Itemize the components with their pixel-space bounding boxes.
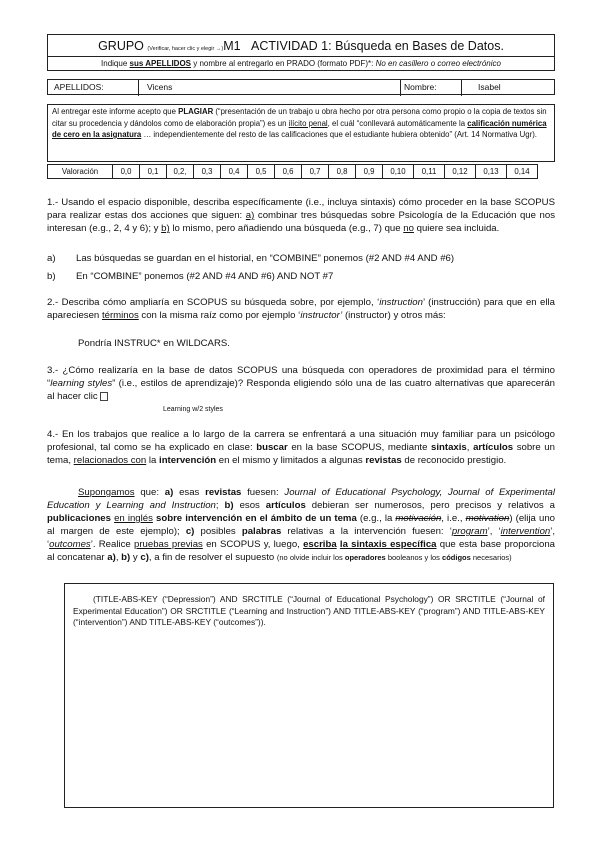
q4-p2e: revistas [205, 487, 242, 498]
name-row [47, 79, 555, 95]
q2-f: instructor’ [300, 310, 343, 321]
nombre-label: Nombre: [400, 80, 460, 96]
activity-title: Búsqueda en Bases de Datos. [335, 39, 504, 53]
q1-ans-b-label: b) [47, 271, 56, 282]
valoracion-cell[interactable]: 0,8 [329, 164, 356, 179]
q4-p1m: de reconocido prestigio. [404, 455, 507, 466]
q4-p2ah: la sintaxis específica [339, 539, 437, 550]
q4-p1: 4.- En los trabajos que realice a lo largo de la carrera se enfrentará a una situación muy familiar para un psicólogo profesional, tal como se ha explicado en clase: [47, 429, 555, 453]
q4-p2h: ; [215, 500, 219, 511]
question-1 [47, 196, 555, 235]
q4-note [277, 553, 512, 562]
valoracion-cell[interactable]: 0,7 [302, 164, 329, 179]
q4-p2q: motivación [395, 513, 442, 524]
dropdown-icon[interactable] [100, 392, 108, 401]
q1-d: b) [161, 223, 170, 234]
q4-p1e: , [466, 442, 470, 453]
warn-c: (“presentación de un trabajo u obra hecho por otra persona como propio o la copia de textos sin citar su procedencia y dándolos como de elaboración propia”) es un [52, 107, 547, 128]
valoracion-cell[interactable]: 0,1 [140, 164, 167, 179]
q1-f: no [403, 223, 414, 234]
q2-b: instruction [379, 297, 423, 308]
q4-p2ak: , [115, 552, 119, 563]
valoracion-cell[interactable]: 0,6 [275, 164, 302, 179]
warn-a: Al entregar este informe acepto que [52, 107, 176, 116]
q3-answer: Learning w/2 styles [163, 406, 223, 413]
q4-p2y: program [451, 526, 488, 537]
valoracion-cell[interactable]: 0,2, [167, 164, 194, 179]
q4-p2ao: , a fin de resolver el supuesto [148, 552, 275, 563]
q4-p2an: c) [140, 552, 149, 563]
q4-p2j: esos [239, 500, 260, 511]
grupo-label: GRUPO [98, 39, 144, 53]
q4-p2f: fuesen: [247, 487, 279, 498]
q4-p2aq: operadores [344, 553, 386, 562]
plagiarism-warning [47, 104, 555, 162]
valoracion-cell[interactable]: 0,4 [221, 164, 248, 179]
q4-p2l: debieran ser numerosos, pero precisos y relativos a [311, 500, 556, 511]
q4-p1d: sintaxis [431, 442, 467, 453]
valoracion-cell[interactable]: 0,3 [194, 164, 221, 179]
q4-p2as: códigos [442, 553, 471, 562]
q1-b: a) [245, 210, 255, 221]
instr-text-2: sus APELLIDOS [129, 59, 192, 68]
apellidos-label: APELLIDOS: [54, 82, 104, 92]
q4-p2ai: que esta base proporciona al concatenar [47, 539, 556, 563]
q4-p2d: esas [179, 487, 200, 498]
nombre-value: Isabel [478, 82, 501, 92]
q4-p2aj: a) [107, 552, 116, 563]
q1-ans-a-label: a) [47, 253, 56, 264]
q4-p2m: publicaciones [47, 513, 111, 524]
q4-p2at: necesarios) [472, 553, 512, 562]
q2-answer: Pondría INSTRUC* en WILDCARS. [78, 338, 230, 349]
q1-answer-a [47, 252, 555, 265]
q4-p1j: intervención [159, 455, 217, 466]
instr-text-4: No en casillero o correo electrónico [375, 59, 501, 68]
warn-e: , el cuál “conllevará automáticamente la [327, 118, 466, 128]
valoracion-cell[interactable]: 0,11 [414, 164, 445, 179]
q4-p2am: y [132, 552, 138, 563]
q4-p2w: palabras [241, 526, 282, 537]
q4-p2aa: intervention [500, 526, 551, 537]
warn-b: PLAGIAR [178, 107, 214, 116]
q4-p2i: b) [224, 500, 234, 511]
q2-c: ’ (instrucción) para que en ella apareciesen [47, 297, 555, 321]
valoracion-cell[interactable]: 0,14 [507, 164, 538, 179]
instruction-line [47, 57, 555, 71]
warn-g: … independientemente del resto de las calificaciones que el estudiante hubiera obtenido” (Art. 14 Normativa Ugr). [143, 130, 537, 139]
q4-p1i: la [148, 455, 157, 466]
q4-p2ae: pruebas previas [134, 539, 203, 550]
answer-box[interactable] [64, 583, 554, 808]
q4-p2n: en inglés [114, 513, 153, 524]
q2-d: términos [101, 310, 139, 321]
q4-p2t: ) (elija uno al margen de este ejemplo); [47, 513, 555, 537]
valoracion-cell[interactable]: 0,0 [113, 164, 140, 179]
apellidos-field[interactable] [138, 80, 338, 96]
q4-p2p: (e.g., la [359, 513, 393, 524]
q4-p1k: en el mismo y limitados a algunas [218, 455, 363, 466]
q4-p2ad: ’. Realice [90, 539, 131, 550]
q2-a: 2.- Describa cómo ampliaría en SCOPUS su búsqueda sobre, por ejemplo, ‘ [47, 297, 380, 308]
valoracion-cell[interactable]: 0,9 [356, 164, 383, 179]
valoracion-table [47, 164, 588, 179]
valoracion-cell[interactable]: 0,10 [383, 164, 414, 179]
q1-g: quiere sea incluida. [416, 223, 500, 234]
q4-p2u: c) [185, 526, 195, 537]
q4-p2o: sobre intervención en el ámbito de un tema [156, 513, 357, 524]
q2-g: (instructor) y otros más: [344, 310, 446, 321]
q1-e: lo mismo, pero añadiendo una búsqueda (e.g., 7) que [172, 223, 401, 234]
q3-a: 3.- ¿Cómo realizaría en la base de datos SCOPUS una búsqueda con operadores de proximidad para el término “ [47, 365, 555, 389]
q4-p1l: revistas [365, 455, 402, 466]
valoracion-label: Valoración [47, 164, 113, 179]
question-4 [47, 428, 555, 467]
q4-p2g: Journal of Educational Psychology, Journal of Experimental Education y Learning and Instruction [47, 487, 556, 511]
q4-p2ab: ’, ‘ [47, 526, 556, 550]
q1-answer-b [47, 270, 555, 283]
q4-p2r: , i.e., [441, 513, 463, 524]
q4-p2k: artículos [265, 500, 306, 511]
q4-p1b: buscar [256, 442, 288, 453]
valoracion-cell[interactable]: 0,5 [248, 164, 275, 179]
q1-c: combinar tres búsquedas sobre Psicología de la Educación que nos interesan (e.g., 2, 4 y 6); y [47, 210, 555, 234]
warn-d: ilícito penal [288, 118, 328, 128]
q4-p1f: artículos [473, 442, 514, 453]
valoracion-cell[interactable]: 0,12 [445, 164, 476, 179]
q4-p2v: posibles [200, 526, 236, 537]
q4-p1g: sobre un tema, [47, 442, 555, 466]
q1-ans-a: Las búsquedas se guardan en el historial, en “COMBINE” ponemos (#2 AND #4 AND #6) [76, 253, 455, 264]
q4-p2a: Supongamos [78, 487, 135, 498]
warn-f: calificación numérica de cero en la asignatura [52, 118, 547, 139]
q4-p1h: relacionados con [73, 455, 147, 466]
q4-p2ar: booleanos y los [387, 553, 440, 562]
grupo-hint: (Verificar, hacer clic y elegir →) [147, 46, 224, 52]
apellidos-value: Vicens [147, 82, 173, 92]
instr-text-1: Indique [101, 59, 128, 68]
q4-p2s: motivation [465, 513, 510, 524]
q1-a: 1.- Usando el espacio disponible, describa específicamente (i.e., incluya sintaxis) cómo proceder en la base SCOPUS para realizar estas dos acciones que siguen: [47, 197, 555, 221]
q3-c: ” (i.e., estilos de aprendizaje)? Responda eligiendo sólo una de las cuatro alternativas que aparecerán al hacer clic [47, 378, 555, 402]
q3-b: learning styles [50, 378, 113, 389]
q1-ans-b: En “COMBINE” ponemos (#2 AND #4 AND #6) AND NOT #7 [76, 271, 334, 282]
q4-p2z: ’, ‘ [487, 526, 501, 537]
instr-text-3: y nombre al entregarlo en PRADO (formato PDF)*: [193, 59, 374, 68]
q4-p2ac: outcomes [49, 539, 91, 550]
valoracion-cell[interactable]: 0,13 [476, 164, 507, 179]
q4-p2c: a) [164, 487, 174, 498]
q4-p2x: relativas a la intervención fuesen: ‘ [287, 526, 452, 537]
answer-text: (TITLE-ABS-KEY (“Depression”) AND SRCTITLE (“Journal of Educational Psychology”) OR SRCTITLE (“Journal of Experimental Education”) OR SRCTITLE (“Learning and Instruction”) AND TITLE-ABS-KEY (“program”) AND TITLE-ABS-KEY (“intervention”) AND TITLE-ABS-KEY (“outcomes”)). [73, 594, 545, 627]
title-box [47, 34, 555, 57]
q4-p2af: en SCOPUS y, luego, [206, 539, 300, 550]
q4-p2ag: escriba [303, 539, 337, 550]
q4-p1c: en la base SCOPUS, mediante [291, 442, 428, 453]
actividad-label: ACTIVIDAD 1: [251, 39, 332, 53]
question-4-detail [47, 486, 555, 564]
q4-p2b: que: [140, 487, 159, 498]
q4-p2ap: (no olvide incluir los [276, 553, 343, 562]
group-selector[interactable]: M1 [223, 39, 241, 53]
question-3 [47, 364, 555, 403]
nombre-field[interactable] [461, 80, 555, 96]
question-2 [47, 296, 555, 322]
q2-e: con la misma raíz como por ejemplo ‘ [141, 310, 301, 321]
q4-p2al: b) [121, 552, 131, 563]
